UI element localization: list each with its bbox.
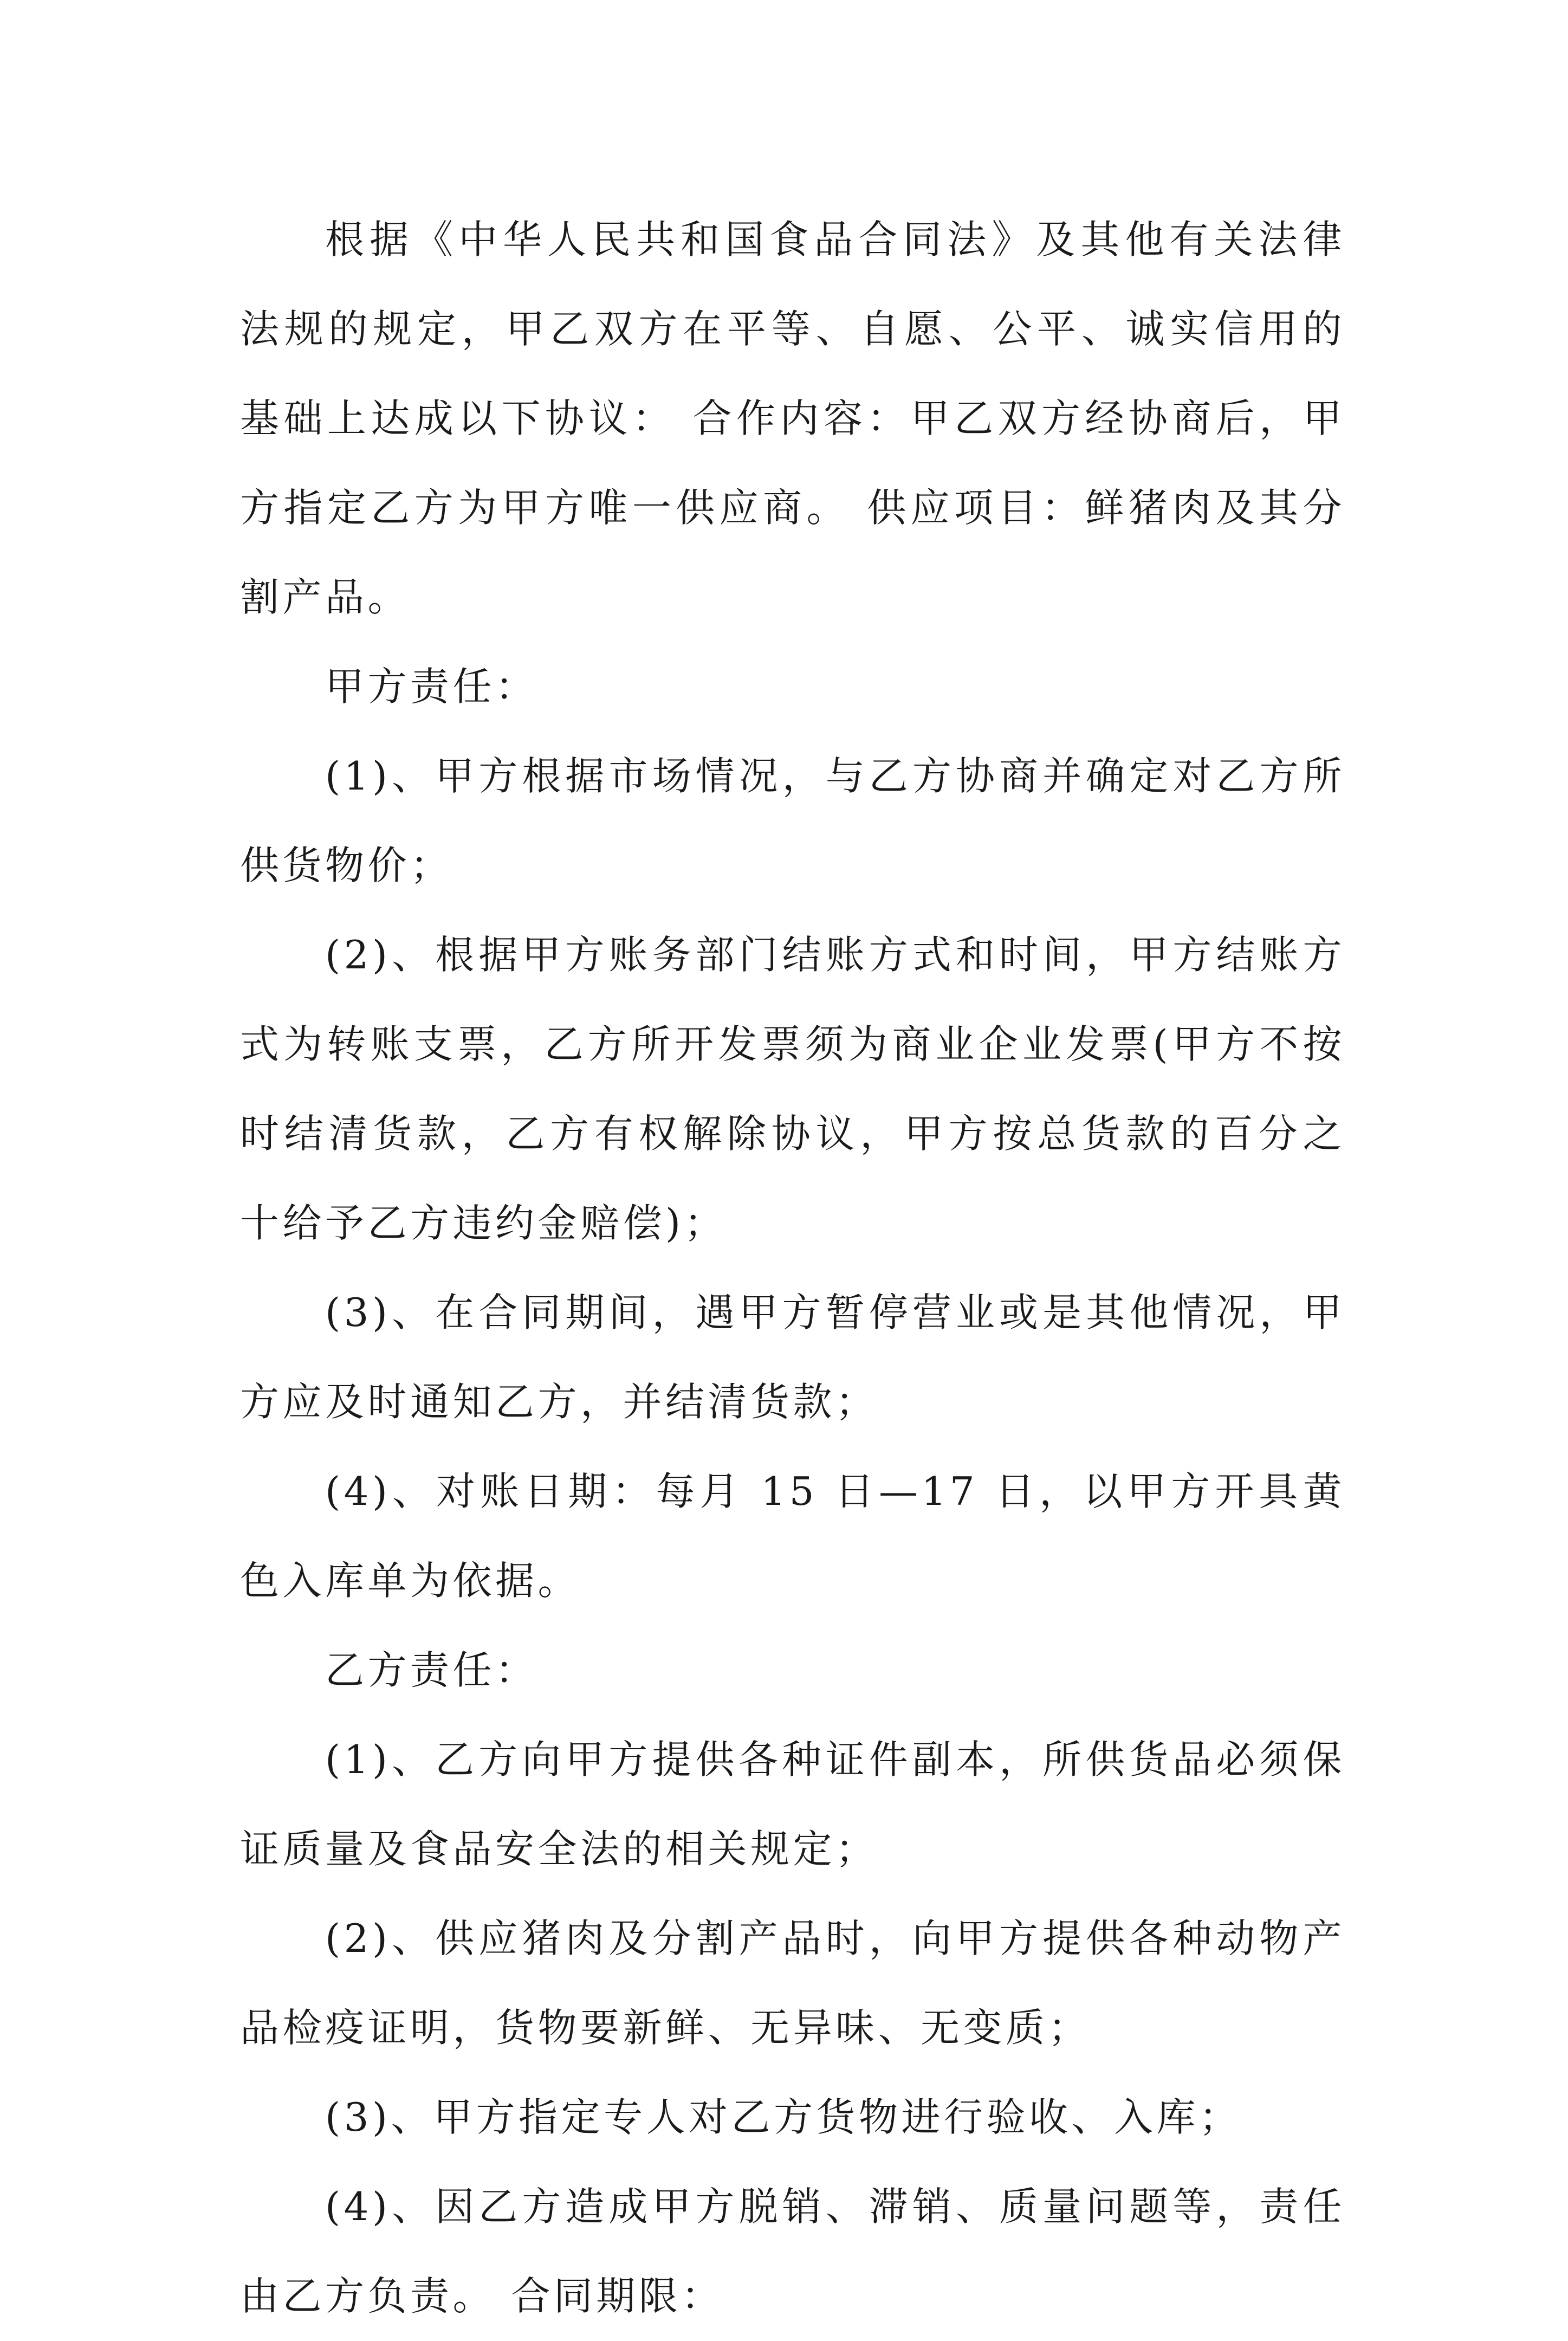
party-a-clause-4: (4)、对账日期：每月 15 日—17 日，以甲方开具黄色入库单为依据。: [240, 1469, 1345, 1603]
party-b-clause-3: (3)、甲方指定专人对乙方货物进行验收、入库；: [325, 2094, 1242, 2140]
party-a-clause-3: (3)、在合同期间，遇甲方暂停营业或是其他情况，甲方应及时通知乙方，并结清货款；: [240, 1290, 1345, 1425]
intro-paragraph: 根据《中华人民共和国食品合同法》及其他有关法律法规的规定，甲乙双方在平等、自愿、公平、诚实信用的基础上达成以下协议： 合作内容：甲乙双方经协商后，甲方指定乙方为甲方唯一供应商。 供应项目：鲜猪肉及其分割产品。: [240, 217, 1345, 620]
party-b-clause-2: (2)、供应猪肉及分割产品时，向甲方提供各种动物产品检疫证明，货物要新鲜、无异味、无变质；: [240, 1916, 1345, 2051]
document-body: [240, 195, 1345, 2341]
party-a-clause-2: (2)、根据甲方账务部门结账方式和时间，甲方结账方式为转账支票，乙方所开发票须为商业企业发票(甲方不按时结清货款，乙方有权解除协议，甲方按总货款的百分之十给予乙方违约金赔偿)；: [240, 932, 1345, 1246]
party-a-heading: 甲方责任：: [325, 664, 538, 709]
party-b-clause-4: (4)、因乙方造成甲方脱销、滞销、质量问题等，责任由乙方负责。 合同期限：: [240, 2184, 1345, 2319]
party-a-clause-1: (1)、甲方根据市场情况，与乙方协商并确定对乙方所供货物价；: [240, 753, 1345, 888]
party-b-clause-1: (1)、乙方向甲方提供各种证件副本，所供货品必须保证质量及食品安全法的相关规定；: [240, 1737, 1345, 1872]
party-b-heading: 乙方责任：: [325, 1647, 538, 1693]
